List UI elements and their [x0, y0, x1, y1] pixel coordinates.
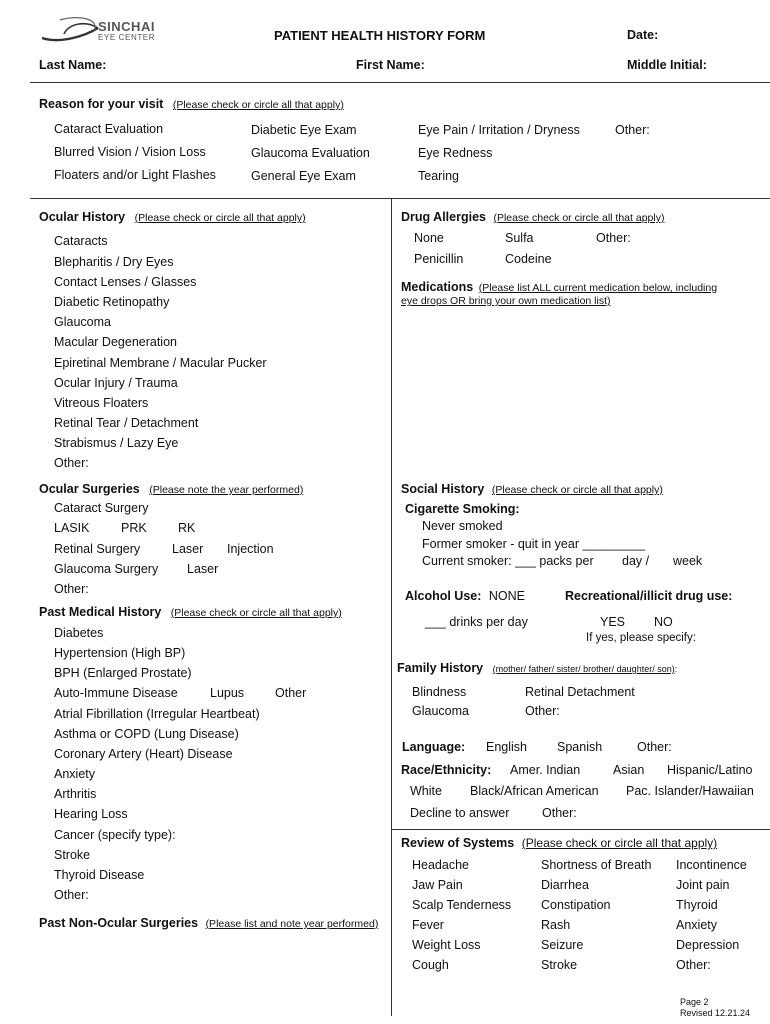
language-english[interactable]: English	[486, 740, 527, 754]
surgery-cataract[interactable]: Cataract Surgery	[54, 501, 149, 515]
smoking-former[interactable]: Former smoker - quit in year _________	[422, 537, 646, 551]
ocular-history-item[interactable]: Glaucoma	[54, 315, 111, 329]
first-name-label: First Name:	[356, 58, 425, 72]
family-glaucoma[interactable]: Glaucoma	[412, 704, 469, 718]
ocular-history-note: (Please check or circle all that apply)	[134, 212, 306, 224]
allergy-codeine[interactable]: Codeine	[505, 252, 552, 266]
ocular-history-heading: Ocular History	[39, 210, 126, 224]
smoking-week[interactable]: week	[673, 554, 703, 568]
alcohol-row	[405, 589, 525, 603]
medical-item[interactable]: Cancer (specify type):	[54, 828, 176, 842]
ocular-history-item[interactable]: Epiretinal Membrane / Macular Pucker	[54, 356, 267, 370]
reason-other[interactable]: Other:	[615, 123, 650, 137]
medical-history-heading-row	[39, 605, 342, 619]
ros-item[interactable]: Jaw Pain	[412, 878, 463, 892]
ocular-history-item[interactable]: Strabismus / Lazy Eye	[54, 436, 179, 450]
medications-note-1: (Please list ALL current medication below, including	[478, 282, 718, 294]
family-retinal-detachment[interactable]: Retinal Detachment	[525, 685, 635, 699]
review-systems-note: (Please check or circle all that apply)	[521, 836, 718, 850]
page-number: Page 2	[680, 997, 709, 1007]
ocular-surgeries-heading-row	[39, 482, 303, 496]
medical-item[interactable]: Coronary Artery (Heart) Disease	[54, 747, 233, 761]
smoking-day[interactable]: day /	[622, 554, 650, 568]
drug-allergies-heading-row	[401, 210, 664, 224]
race-asian[interactable]: Asian	[613, 763, 645, 777]
allergy-penicillin[interactable]: Penicillin	[414, 252, 464, 266]
reason-option[interactable]: Eye Redness	[418, 146, 493, 160]
surgery-glaucoma[interactable]: Glaucoma Surgery	[54, 562, 159, 576]
review-systems-heading-row	[401, 836, 717, 850]
reason-divider	[30, 198, 770, 199]
family-blindness[interactable]: Blindness	[412, 685, 467, 699]
social-history-note: (Please check or circle all that apply)	[491, 484, 663, 496]
ocular-history-item[interactable]: Macular Degeneration	[54, 335, 177, 349]
medical-item[interactable]: Thyroid Disease	[54, 868, 145, 882]
ocular-history-item[interactable]: Blepharitis / Dry Eyes	[54, 255, 174, 269]
reason-option[interactable]: Eye Pain / Irritation / Dryness	[418, 123, 580, 137]
allergy-other[interactable]: Other:	[596, 231, 631, 245]
surgery-rk[interactable]: RK	[178, 521, 196, 535]
review-divider	[391, 829, 770, 830]
ocular-history-item[interactable]: Cataracts	[54, 234, 108, 248]
alcohol-none[interactable]: NONE	[488, 589, 526, 603]
allergy-sulfa[interactable]: Sulfa	[505, 231, 534, 245]
smoking-never[interactable]: Never smoked	[422, 519, 503, 533]
language-spanish[interactable]: Spanish	[557, 740, 603, 754]
medical-item-hypertension[interactable]: Hypertension (High BP)	[54, 646, 186, 660]
surgery-retinal-laser[interactable]: Laser	[172, 542, 204, 556]
reason-option[interactable]: Floaters and/or Light Flashes	[54, 168, 216, 182]
ocular-history-item[interactable]: Ocular Injury / Trauma	[54, 376, 178, 390]
non-ocular-heading-row	[39, 916, 378, 930]
form-title: PATIENT HEALTH HISTORY FORM	[274, 28, 486, 43]
reason-option[interactable]: Blurred Vision / Vision Loss	[54, 145, 206, 159]
drug-allergies-heading: Drug Allergies	[401, 210, 486, 224]
family-history-note: (mother/ father/ sister/ brother/ daughter/ son)	[492, 664, 675, 674]
last-name-label: Last Name:	[39, 58, 107, 72]
race-decline[interactable]: Decline to answer	[410, 806, 510, 820]
reason-option[interactable]: Glaucoma Evaluation	[251, 146, 370, 160]
family-history-colon: :	[674, 664, 678, 674]
logo-text-eye-center: EYE CENTER	[98, 33, 156, 42]
medical-history-note: (Please check or circle all that apply)	[170, 607, 342, 619]
surgery-prk[interactable]: PRK	[121, 521, 147, 535]
race-white[interactable]: White	[410, 784, 442, 798]
non-ocular-heading: Past Non-Ocular Surgeries	[39, 916, 199, 930]
reason-note: (Please check or circle all that apply)	[172, 99, 344, 111]
ros-item[interactable]: Weight Loss	[412, 938, 481, 952]
medical-item-autoimmune[interactable]: Auto-Immune Disease	[54, 686, 178, 700]
ocular-history-item[interactable]: Retinal Tear / Detachment	[54, 416, 199, 430]
race-hispanic[interactable]: Hispanic/Latino	[667, 763, 753, 777]
ocular-history-heading-row	[39, 210, 306, 224]
ros-item[interactable]: Joint pain	[676, 878, 730, 892]
medical-item-bph[interactable]: BPH (Enlarged Prostate)	[54, 666, 192, 680]
medical-history-heading: Past Medical History	[39, 605, 162, 619]
ros-item[interactable]: Stroke	[541, 958, 578, 972]
review-systems-heading: Review of Systems	[401, 836, 515, 850]
date-label: Date:	[627, 28, 659, 42]
ros-item[interactable]: Diarrhea	[541, 878, 589, 892]
medical-item[interactable]: Stroke	[54, 848, 91, 862]
medications-note-2: eye drops OR bring your own medication list)	[401, 295, 611, 307]
language-label: Language:	[402, 740, 466, 754]
social-history-heading: Social History	[401, 482, 485, 496]
non-ocular-note: (Please list and note year performed)	[205, 918, 379, 930]
medications-heading-row	[401, 280, 717, 294]
medical-item-diabetes[interactable]: Diabetes	[54, 626, 104, 640]
ocular-history-item[interactable]: Vitreous Floaters	[54, 396, 149, 410]
medical-item-lupus[interactable]: Lupus	[210, 686, 245, 700]
ocular-surgeries-heading: Ocular Surgeries	[39, 482, 140, 496]
column-divider	[391, 198, 392, 1016]
allergy-none[interactable]: None	[414, 231, 444, 245]
ros-item[interactable]: Rash	[541, 918, 571, 932]
ros-item[interactable]: Fever	[412, 918, 444, 932]
ocular-history-item[interactable]: Other:	[54, 456, 89, 470]
surgery-injection[interactable]: Injection	[227, 542, 274, 556]
reason-heading: Reason for your visit	[39, 97, 164, 111]
alcohol-drinks-per-day[interactable]: ___ drinks per day	[425, 615, 528, 629]
surgery-other[interactable]: Other:	[54, 582, 89, 596]
medical-item[interactable]: Hearing Loss	[54, 807, 128, 821]
race-black[interactable]: Black/African American	[470, 784, 599, 798]
ros-item[interactable]: Anxiety	[676, 918, 717, 932]
surgery-retinal[interactable]: Retinal Surgery	[54, 542, 141, 556]
reason-option[interactable]: Diabetic Eye Exam	[251, 123, 357, 137]
drug-allergies-note: (Please check or circle all that apply)	[493, 212, 665, 224]
reason-option[interactable]: Tearing	[418, 169, 459, 183]
ros-item[interactable]: Constipation	[541, 898, 611, 912]
family-history-heading: Family History	[397, 661, 484, 675]
social-history-heading-row	[401, 482, 663, 496]
surgery-lasik[interactable]: LASIK	[54, 521, 90, 535]
smoking-current[interactable]: Current smoker: ___ packs per	[422, 554, 594, 568]
ros-item[interactable]: Cough	[412, 958, 449, 972]
medications-heading: Medications	[401, 280, 474, 294]
race-pacific[interactable]: Pac. Islander/Hawaiian	[626, 784, 754, 798]
ros-item[interactable]: Thyroid	[676, 898, 718, 912]
family-other[interactable]: Other:	[525, 704, 560, 718]
header-divider	[30, 82, 770, 83]
logo-text-sinchai: SINCHAI	[98, 19, 155, 34]
ros-item[interactable]: Headache	[412, 858, 469, 872]
medical-item[interactable]: Anxiety	[54, 767, 95, 781]
middle-initial-label: Middle Initial:	[627, 58, 707, 72]
ocular-surgeries-note: (Please note the year performed)	[149, 484, 304, 496]
language-other[interactable]: Other:	[637, 740, 672, 754]
race-label: Race/Ethnicity:	[401, 763, 492, 777]
drug-use-yes[interactable]: YES	[600, 615, 626, 629]
ros-item[interactable]: Other:	[676, 958, 711, 972]
ocular-history-item[interactable]: Diabetic Retinopathy	[54, 295, 170, 309]
alcohol-label: Alcohol Use:	[405, 589, 482, 603]
reason-option[interactable]: Cataract Evaluation	[54, 122, 164, 136]
medical-item-autoimmune-other[interactable]: Other	[275, 686, 307, 700]
medical-item[interactable]: Other:	[54, 888, 89, 902]
reason-heading-row	[39, 97, 344, 111]
ros-item[interactable]: Incontinence	[676, 858, 747, 872]
ros-item[interactable]: Shortness of Breath	[541, 858, 652, 872]
race-other[interactable]: Other:	[542, 806, 577, 820]
reason-option[interactable]: General Eye Exam	[251, 169, 356, 183]
medical-item[interactable]: Asthma or COPD (Lung Disease)	[54, 727, 239, 741]
medical-item[interactable]: Atrial Fibrillation (Irregular Heartbeat)	[54, 707, 260, 721]
ocular-history-item[interactable]: Contact Lenses / Glasses	[54, 275, 197, 289]
drug-use-no[interactable]: NO	[654, 615, 673, 629]
smoking-label: Cigarette Smoking:	[405, 502, 520, 516]
family-history-heading-row	[397, 661, 677, 675]
race-amer-indian[interactable]: Amer. Indian	[510, 763, 581, 777]
ros-item[interactable]: Scalp Tenderness	[412, 898, 512, 912]
medical-item[interactable]: Arthritis	[54, 787, 97, 801]
drug-use-label: Recreational/illicit drug use:	[565, 589, 733, 603]
ros-item[interactable]: Seizure	[541, 938, 584, 952]
ros-item[interactable]: Depression	[676, 938, 740, 952]
revised-date: Revised 12.21.24	[680, 1008, 751, 1018]
surgery-glaucoma-laser[interactable]: Laser	[187, 562, 219, 576]
drug-use-specify: If yes, please specify:	[586, 632, 696, 644]
